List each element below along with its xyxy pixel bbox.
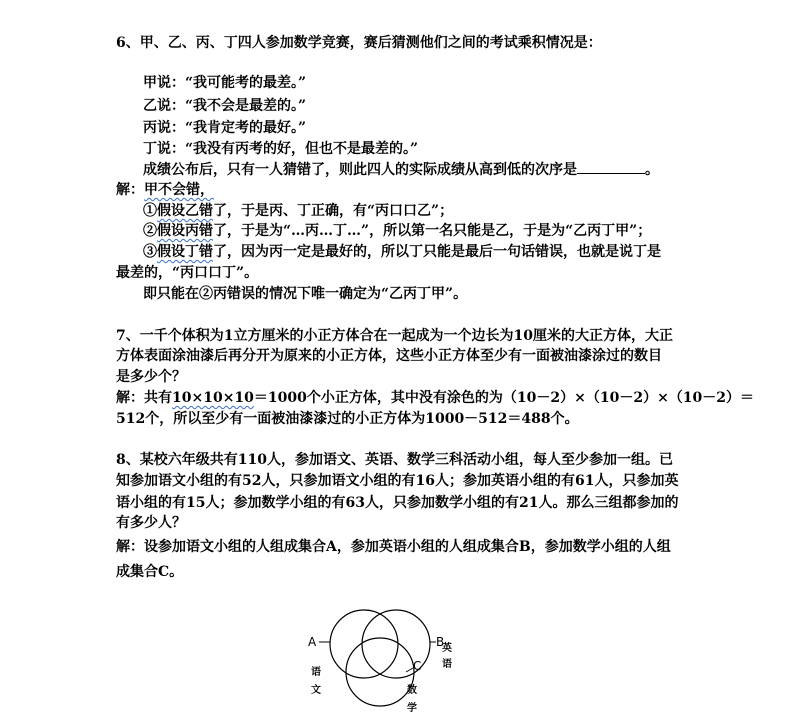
q6-statement-ding: 丁说：“我没有丙考的好，但也不是最差的。”: [143, 141, 419, 157]
q6-case-3-continued: 最差的，“丙口口丁”。: [116, 265, 259, 281]
q7-line-2: 方体表面涂油漆后再分开为原来的小正方体，这些小正方体至少有一面被油漆涂过的数目: [116, 348, 662, 364]
label-math: 数学: [404, 684, 416, 720]
case-number: ①: [143, 203, 157, 219]
q7-solution-expression: 10×10×10: [172, 390, 254, 406]
q7-solution-line-1: [116, 388, 754, 408]
q6-result-text: 成绩公布后，只有一人猜错了，则此四人的实际成绩从高到低的次序是: [143, 162, 577, 178]
q6-statement-bing: 丙说：“我肯定考的最好。”: [143, 120, 307, 136]
case-reasoning: 了，于是丙、丁正确，有“丙口口乙”；: [213, 203, 454, 219]
q8-line-1: 8、某校六年级共有110人，参加语文、英语、数学三科活动小组，每人至少参加一组。已: [116, 452, 673, 468]
pointer-c: [406, 668, 413, 672]
venn-diagram: [300, 604, 470, 720]
case-assumption: 假设乙错: [157, 203, 213, 219]
q8-solution-line-1: [116, 537, 671, 557]
q6-statement-jia: 甲说：“我可能考的最差。”: [143, 75, 307, 91]
q7-solution-line-2: 512个，所以至少有一面被油漆漆过的小正方体为1000－512＝488个。: [116, 411, 579, 427]
q8-line-2: 知参加语文小组的有52人，只参加语文小组的有16人；参加英语小组的有61人，只参加英: [116, 473, 679, 489]
label-c: C: [413, 659, 422, 673]
case-number: ②: [143, 223, 157, 239]
case-number: ③: [143, 244, 157, 260]
q6-result-end: 。: [645, 162, 659, 178]
case-assumption: 假设丙错: [157, 223, 213, 239]
q6-solution-intro: [116, 180, 214, 200]
case-assumption: 假设丁错: [157, 244, 213, 260]
label-b: B: [436, 635, 445, 649]
q6-statement-yi: 乙说：“我不会是最差的。”: [143, 98, 307, 114]
q7-line-3: 是多少个？: [116, 369, 186, 385]
solution-label: 解：: [116, 539, 144, 555]
q6-case-2: [143, 221, 651, 241]
answer-blank: [577, 159, 645, 174]
solution-label: 解：: [116, 182, 144, 198]
q8-solution-text: 设参加语文小组的人组成集合A，参加英语小组的人组成集合B，参加数学小组的人组: [144, 539, 671, 555]
q7-line-1: 7、一千个体积为1立方厘米的小正方体合在一起成为一个边长为10厘米的大正方体，大正: [116, 328, 673, 344]
q8-solution-line-2: 成集合C。: [116, 564, 184, 580]
circle-a: [330, 610, 398, 678]
q6-solution-premise: 甲不会错，: [144, 182, 214, 198]
q6-result-line: [143, 159, 659, 180]
q6-conclusion: 即只能在②丙错误的情况下唯一确定为“乙丙丁甲”。: [143, 286, 468, 302]
case-reasoning: 了，于是为“…丙…丁…”，所以第一名只能是乙，于是为“乙丙丁甲”；: [213, 223, 652, 239]
q6-case-1: [143, 201, 453, 221]
label-english: 英语: [439, 642, 451, 674]
case-reasoning: 了，因为丙一定是最好的，所以丁只能是最后一句话错误，也就是说丁是: [213, 244, 661, 260]
q8-line-4: 有多少人？: [116, 515, 186, 531]
solution-label: 解：: [116, 390, 144, 406]
q6-case-3: [143, 242, 661, 262]
label-a: A: [308, 635, 317, 649]
q6-title: 6、甲、乙、丙、丁四人参加数学竞赛，赛后猜测他们之间的考试乘积情况是：: [116, 35, 602, 51]
q8-line-3: 语小组的有15人；参加数学小组的有63人，只参加数学小组的有21人。那么三组都参加的: [116, 495, 679, 511]
label-chinese: 语文: [308, 666, 320, 702]
q7-solution-text: 共有: [144, 390, 172, 406]
q7-solution-text-rest: ＝1000个小正方体，其中没有涂色的为（10－2）×（10－2）×（10－2）＝: [253, 390, 755, 406]
